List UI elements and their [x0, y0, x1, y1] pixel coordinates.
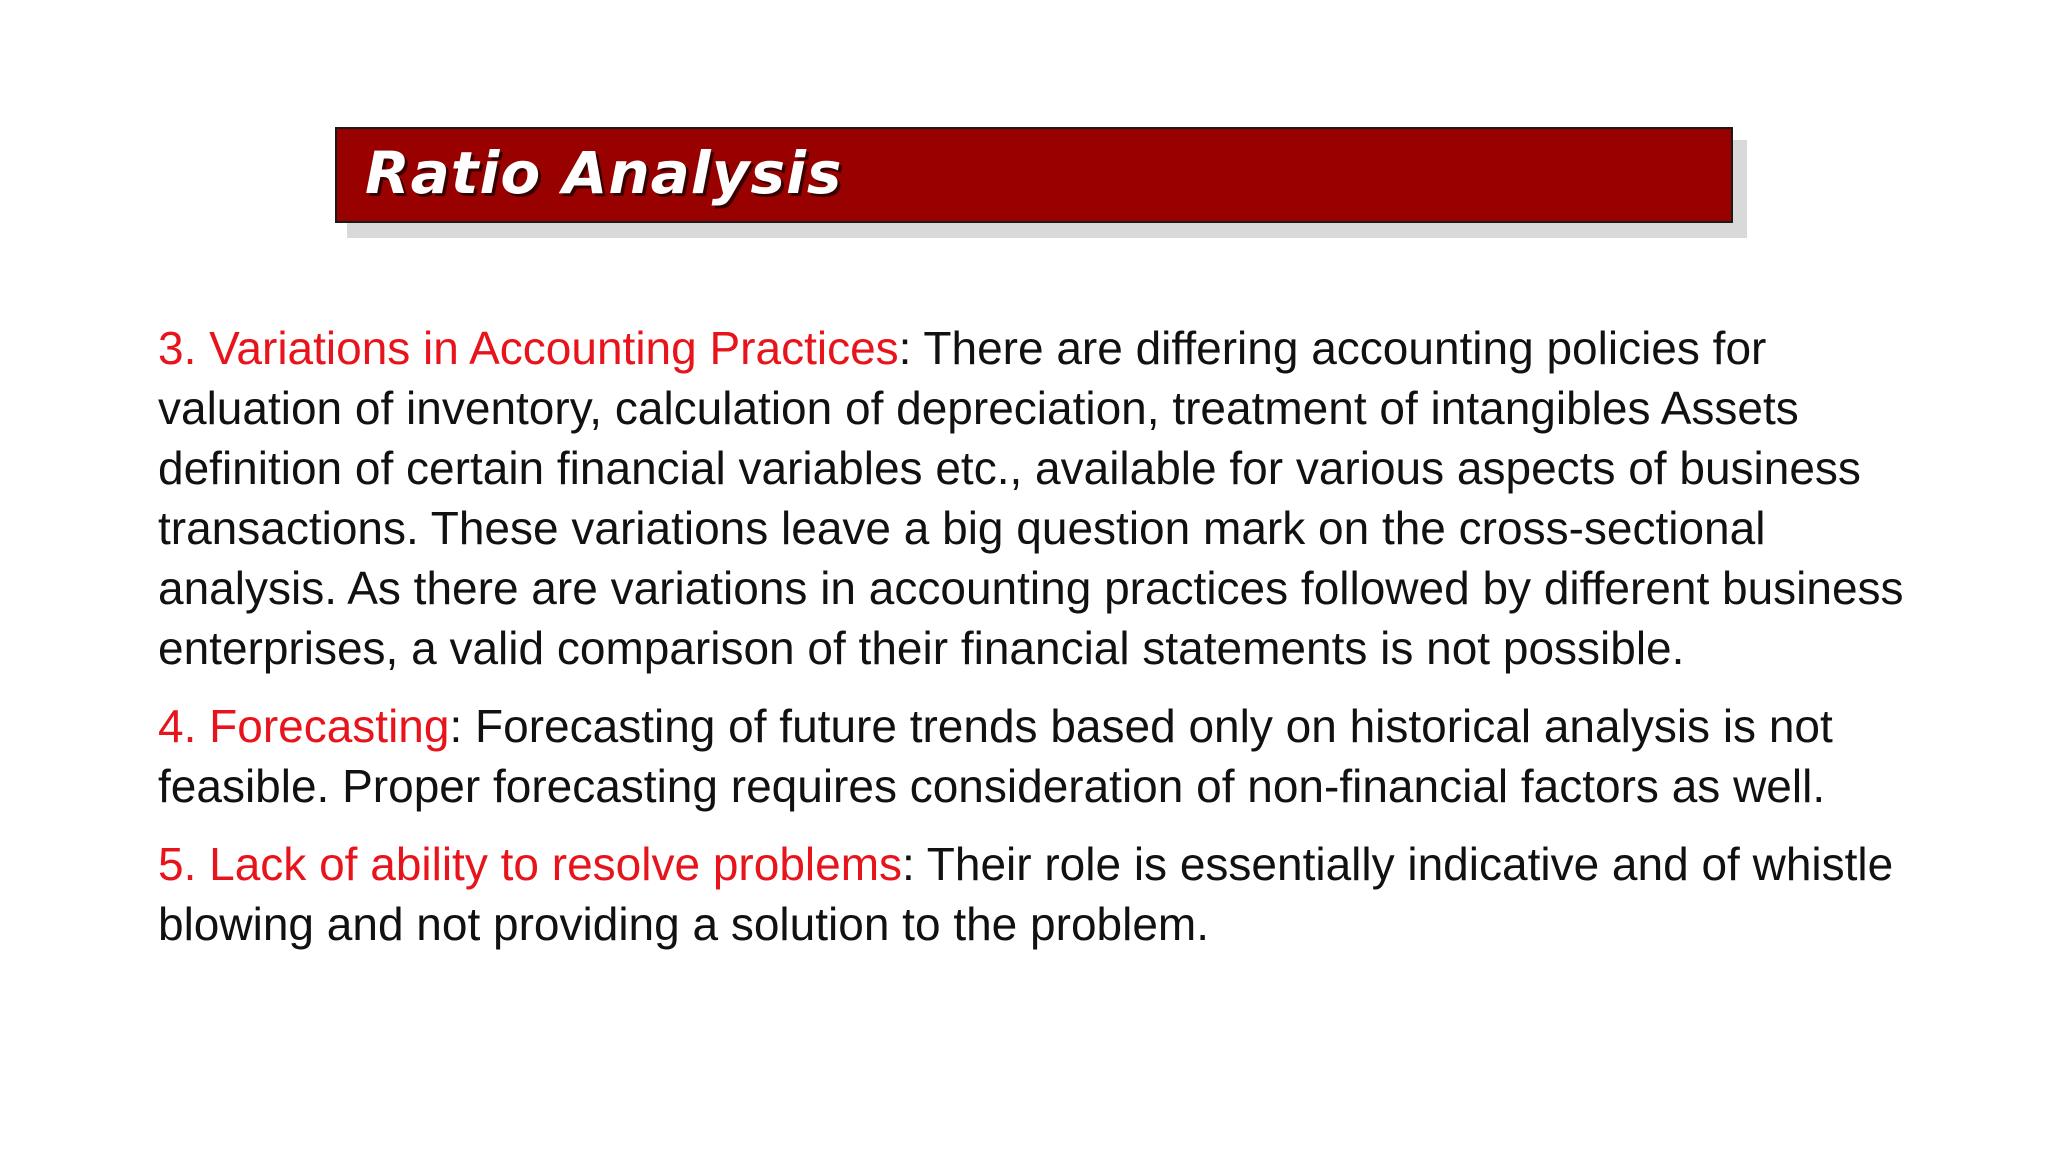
point-heading: 4. Forecasting — [158, 700, 450, 752]
slide-body — [158, 318, 1928, 972]
point-separator: : — [898, 322, 912, 374]
title-banner — [335, 127, 1733, 223]
point-heading: 5. Lack of ability to resolve problems — [158, 838, 903, 890]
point-text: There are differing accounting policies for valuation of inventory, calculation of depreciation, treatment of intangibles Assets definition of certain financial variables etc., available for various aspects of business transactions. These variations leave a big question mark on the cross-sectional analysis. As there are variations in accounting practices followed by different business enterprises, a valid comparison of their financial statements is not possible. — [158, 322, 1904, 674]
point-3 — [158, 318, 1928, 678]
point-separator: : — [902, 838, 915, 890]
slide-title: Ratio Analysis — [365, 139, 843, 207]
point-text: Forecasting of future trends based only on historical analysis is not feasible. Proper forecasting requires consideration of non-financial factors as well. — [158, 700, 1833, 812]
point-5 — [158, 834, 1928, 954]
point-text: Their role is essentially indicative and of whistle blowing and not providing a solution to the problem. — [158, 838, 1894, 950]
point-4 — [158, 696, 1928, 816]
point-separator: : — [449, 700, 463, 752]
point-heading: 3. Variations in Accounting Practices — [158, 322, 899, 374]
